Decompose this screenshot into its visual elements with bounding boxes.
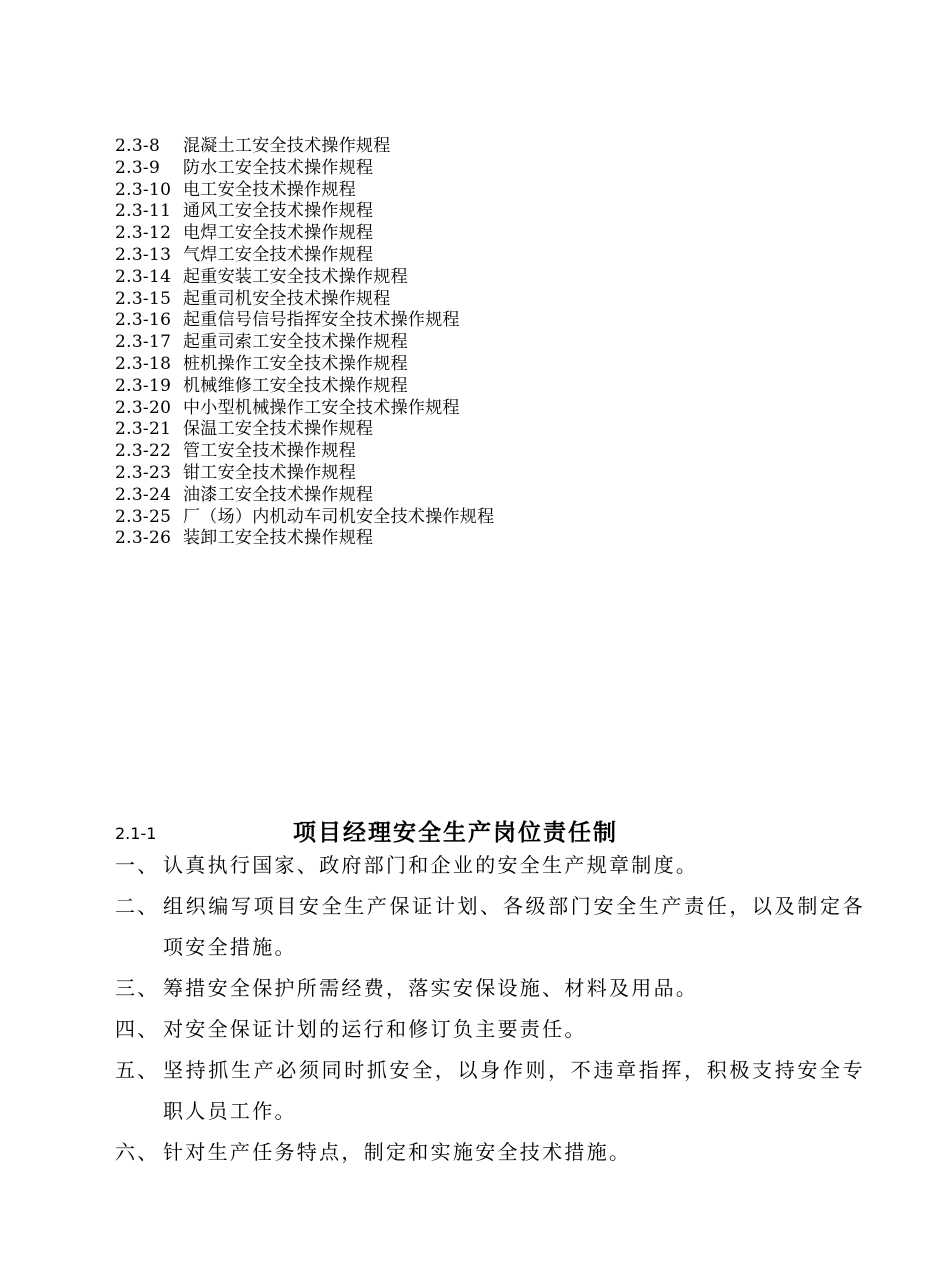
toc-line bbox=[115, 528, 494, 550]
toc-number: 2.3-23 bbox=[115, 462, 172, 483]
toc-title: 保温工安全技术操作规程 bbox=[183, 419, 374, 440]
toc-title: 防水工安全技术操作规程 bbox=[183, 157, 374, 178]
toc-line bbox=[115, 507, 494, 529]
duty-marker: 五、 bbox=[115, 1058, 160, 1082]
toc-line bbox=[115, 310, 494, 332]
toc-title: 桩机操作工安全技术操作规程 bbox=[183, 353, 408, 374]
toc-number: 2.3-16 bbox=[115, 310, 172, 331]
toc-number: 2.3-9 bbox=[115, 157, 161, 178]
toc-title: 油漆工安全技术操作规程 bbox=[183, 484, 374, 505]
duty-list bbox=[115, 845, 865, 1173]
toc-title: 中小型机械操作工安全技术操作规程 bbox=[183, 397, 460, 418]
duty-marker: 六、 bbox=[115, 1140, 160, 1164]
toc-number: 2.3-20 bbox=[115, 397, 172, 418]
duty-item bbox=[115, 968, 865, 1009]
toc-title: 机械维修工安全技术操作规程 bbox=[183, 375, 408, 396]
toc-number: 2.3-17 bbox=[115, 332, 172, 353]
toc-number: 2.3-8 bbox=[115, 136, 161, 156]
duty-item bbox=[115, 1009, 865, 1050]
duty-item bbox=[115, 1050, 865, 1132]
duty-text: 筹措安全保护所需经费，落实安保设施、材料及用品。 bbox=[163, 976, 699, 1000]
toc-number: 2.3-24 bbox=[115, 484, 172, 505]
duty-text: 坚持抓生产必须同时抓安全，以身作则，不违章指挥，积极支持安全专职人员工作。 bbox=[163, 1058, 865, 1123]
toc-number: 2.3-21 bbox=[115, 419, 172, 440]
duty-marker: 一、 bbox=[115, 853, 160, 877]
toc-number: 2.3-22 bbox=[115, 441, 172, 462]
section-number: 2.1-1 bbox=[115, 824, 157, 843]
toc-title: 起重安装工安全技术操作规程 bbox=[183, 266, 408, 287]
toc-number: 2.3-25 bbox=[115, 506, 172, 527]
toc-title: 起重司索工安全技术操作规程 bbox=[183, 332, 408, 353]
toc-number: 2.3-26 bbox=[115, 528, 172, 549]
toc-title: 起重司机安全技术操作规程 bbox=[183, 288, 391, 309]
duty-text: 认真执行国家、政府部门和企业的安全生产规章制度。 bbox=[163, 853, 699, 877]
toc-line bbox=[115, 463, 494, 485]
procedure-list bbox=[115, 136, 494, 550]
duty-item bbox=[115, 1132, 865, 1173]
duty-text: 针对生产任务特点，制定和实施安全技术措施。 bbox=[163, 1140, 632, 1164]
toc-line bbox=[115, 245, 494, 267]
section-title: 项目经理安全生产岗位责任制 bbox=[293, 820, 618, 846]
duty-marker: 三、 bbox=[115, 976, 160, 1000]
toc-line bbox=[115, 398, 494, 420]
duty-marker: 二、 bbox=[115, 894, 160, 918]
duty-text: 对安全保证计划的运行和修订负主要责任。 bbox=[163, 1017, 587, 1041]
toc-title: 通风工安全技术操作规程 bbox=[183, 201, 374, 222]
toc-title: 电工安全技术操作规程 bbox=[183, 179, 356, 200]
toc-line bbox=[115, 289, 494, 311]
toc-line bbox=[115, 441, 494, 463]
toc-line bbox=[115, 354, 494, 376]
toc-number: 2.3-12 bbox=[115, 223, 172, 244]
toc-number: 2.3-15 bbox=[115, 288, 172, 309]
duty-item bbox=[115, 886, 865, 968]
toc-number: 2.3-11 bbox=[115, 201, 172, 222]
toc-line bbox=[115, 223, 494, 245]
toc-line bbox=[115, 201, 494, 223]
toc-line bbox=[115, 136, 494, 158]
toc-number: 2.3-14 bbox=[115, 266, 172, 287]
toc-number: 2.3-19 bbox=[115, 375, 172, 396]
toc-line bbox=[115, 180, 494, 202]
toc-line bbox=[115, 376, 494, 398]
toc-number: 2.3-18 bbox=[115, 353, 172, 374]
toc-title: 装卸工安全技术操作规程 bbox=[183, 528, 374, 549]
toc-title: 电焊工安全技术操作规程 bbox=[183, 223, 374, 244]
toc-line bbox=[115, 332, 494, 354]
duty-item bbox=[115, 845, 865, 886]
toc-number: 2.3-10 bbox=[115, 179, 172, 200]
toc-title: 混凝土工安全技术操作规程 bbox=[183, 136, 391, 156]
toc-title: 起重信号信号指挥安全技术操作规程 bbox=[183, 310, 460, 331]
duty-text: 组织编写项目安全生产保证计划、各级部门安全生产责任，以及制定各项安全措施。 bbox=[163, 894, 865, 959]
toc-line bbox=[115, 267, 494, 289]
duty-marker: 四、 bbox=[115, 1017, 160, 1041]
toc-line bbox=[115, 419, 494, 441]
toc-title: 气焊工安全技术操作规程 bbox=[183, 244, 374, 265]
toc-line bbox=[115, 485, 494, 507]
toc-title: 管工安全技术操作规程 bbox=[183, 441, 356, 462]
toc-number: 2.3-13 bbox=[115, 244, 172, 265]
toc-title: 钳工安全技术操作规程 bbox=[183, 462, 356, 483]
toc-line bbox=[115, 158, 494, 180]
toc-title: 厂（场）内机动车司机安全技术操作规程 bbox=[183, 506, 495, 527]
